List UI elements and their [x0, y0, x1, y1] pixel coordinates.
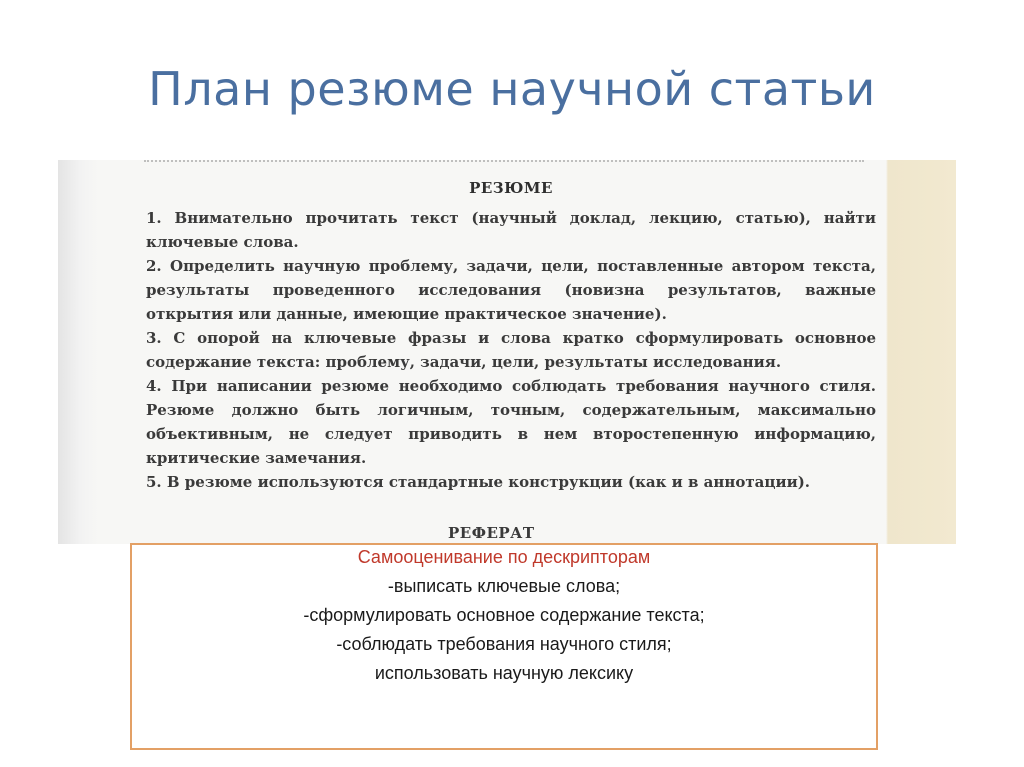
assessment-line-4: использовать научную лексику	[374, 663, 634, 683]
scan-text-block	[146, 172, 876, 494]
scan-item-1: 1. Внимательно прочитать текст (научный доклад, лекцию, статью), найти ключевые слова.	[146, 209, 876, 251]
assessment-line-3: -соблюдать требования научного стиля;	[336, 634, 672, 654]
page-top-edge	[144, 160, 864, 165]
assessment-line-1: -выписать ключевые слова;	[387, 576, 621, 596]
scanned-page-image	[58, 160, 956, 544]
scan-next-heading: РЕФЕРАТ	[448, 524, 535, 542]
scan-item-2: 2. Определить научную проблему, задачи, цели, поставленные автором текста, результаты проведенного исследования (новизна результатов, важные открытия или данные, имеющие практическое значение).	[146, 257, 876, 323]
self-assessment-box	[130, 543, 878, 750]
slide-title: План резюме научной статьи	[148, 62, 876, 116]
scan-item-4: 4. При написании резюме необходимо соблюдать требования научного стиля. Резюме должно быть логичным, точным, содержательным, максимально объективным, не следует приводить в нем второстепенную информацию, критические замечания.	[146, 377, 876, 467]
scan-item-3: 3. С опорой на ключевые фразы и слова кратко сформулировать основное содержание текста: проблему, задачи, цели, результаты исследования.	[146, 329, 876, 371]
scan-item-5: 5. В резюме используются стандартные конструкции (как и в аннотации).	[146, 473, 811, 491]
assessment-title: Самооценивание по дескрипторам	[357, 547, 651, 567]
scan-heading: РЕЗЮМЕ	[469, 179, 553, 197]
assessment-line-2: -сформулировать основное содержание текста;	[303, 605, 705, 625]
